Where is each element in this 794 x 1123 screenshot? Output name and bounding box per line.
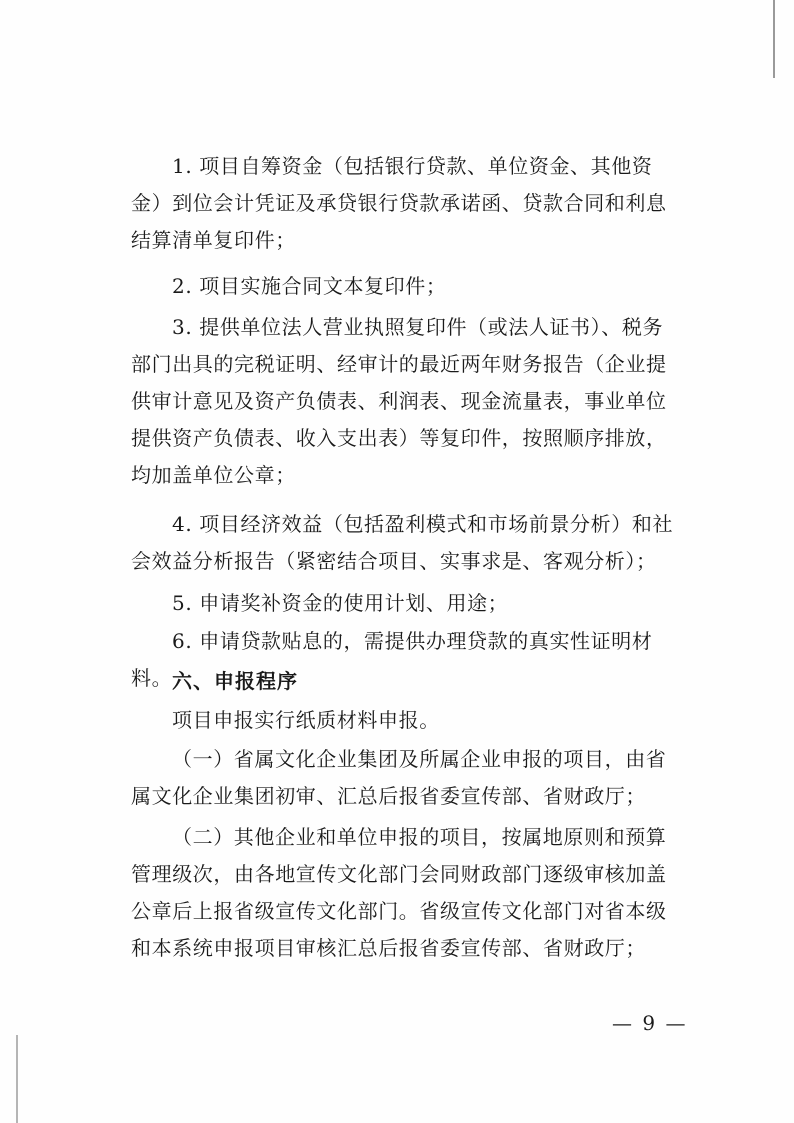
paragraph-item-2: 2. 项目实施合同文本复印件； bbox=[172, 274, 447, 298]
paragraph-item-6: 6. 申请贷款贴息的，需提供办理贷款的真实性证明材料。 bbox=[131, 629, 653, 690]
page-number: — 9 — bbox=[612, 1011, 688, 1035]
paragraph-item-5: 5. 申请奖补资金的使用计划、用途； bbox=[172, 591, 509, 615]
procedure-item-2: （二）其他企业和单位申报的项目，按属地原则和预算管理级次，由各地宣传文化部门会同财政部门逐级审核加盖公章后上报省级宣传文化部门。省级宣传文化部门对省本级和本系统申报项目审核汇总后报省委宣传部、省财政厅； bbox=[131, 825, 667, 960]
paragraph-item-4: 4. 项目经济效益（包括盈利模式和市场前景分析）和社会效益分析报告（紧密结合项目、实事求是、客观分析）； bbox=[131, 512, 674, 573]
section-heading: 六、申报程序 bbox=[172, 669, 298, 693]
procedure-item-1: （一）省属文化企业集团及所属企业申报的项目，由省属文化企业集团初审、汇总后报省委宣传部、省财政厅； bbox=[131, 747, 667, 808]
procedure-intro: 项目申报实行纸质材料申报。 bbox=[172, 708, 440, 732]
paragraph-item-3: 3. 提供单位法人营业执照复印件（或法人证书）、税务部门出具的完税证明、经审计的最近两年财务报告（企业提供审计意见及资产负债表、利润表、现金流量表，事业单位提供资产负债表、收入支出表）等复印件，按照顺序排放，均加盖单位公章； bbox=[131, 315, 667, 487]
paragraph-item-1: 1. 项目自筹资金（包括银行贷款、单位资金、其他资金）到位会计凭证及承贷银行贷款承诺函、贷款合同和利息结算清单复印件； bbox=[131, 154, 667, 252]
